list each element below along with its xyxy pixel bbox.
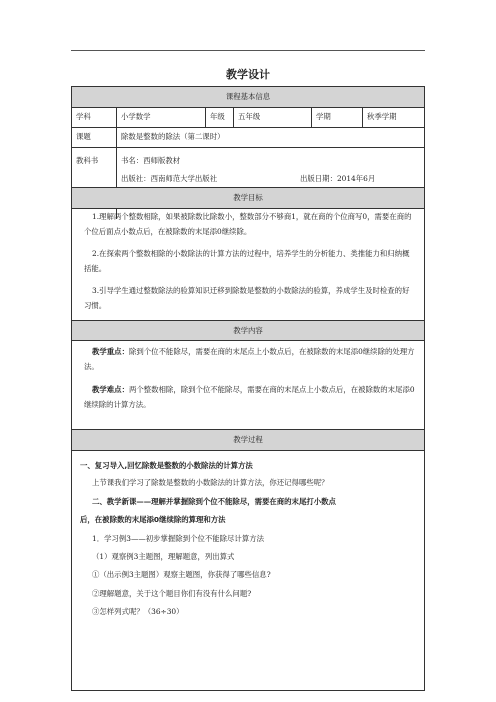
grade-label: 年级: [210, 112, 225, 121]
document-title: 教学设计: [226, 68, 270, 81]
row-divider: [72, 340, 424, 341]
process-question-2: ②理解题意，关于这个题目你们有没有什么问题?: [92, 589, 252, 598]
row-divider: [72, 208, 424, 209]
section-title-basic-info: 课程基本信息: [225, 92, 271, 101]
book-name: 书名：西师版教材: [121, 156, 181, 165]
process-heading-2-line-2: 后，在被除数的末尾添0继续除的算理和方法: [80, 515, 226, 524]
row-divider: [72, 450, 424, 451]
term-label: 学期: [316, 112, 331, 121]
publisher: 出版社：西南师范大学出版社: [121, 174, 218, 183]
topic-label: 课题: [76, 132, 91, 141]
section-title-goals: 教学目标: [233, 193, 263, 202]
teaching-difficult-point: [84, 383, 416, 412]
section-title-content: 教学内容: [233, 326, 263, 335]
key-point-label: 教学重点：: [92, 347, 129, 356]
process-question-1: ①（出示例3主题图）观察主题图，你获得了哪些信息?: [92, 570, 271, 579]
term-value: 秋季学期: [367, 112, 397, 121]
process-heading-1: 一、复习导入,回忆除数是整数的小数除法的计算方法: [80, 461, 253, 470]
difficult-point-text: 两个整数相除，除到个位不能除尽，需要在商的末尾点上小数点后，在被除数的末尾添0继续除的计算方法。: [84, 385, 415, 409]
goal-item-3: 3.引导学生通过整数除法的验算知识迁移到除数是整数的小数除法的验算，养成学生及时检查的好习惯。: [84, 286, 410, 310]
header-rule: [71, 50, 425, 51]
goal-item-1: 1.理解两个整数相除，如果被除数比除数小，整数部分不够商1，就在商的个位商写0，需要在商的个位后面点小数点后，在被除数的末尾添0继续除。: [84, 212, 412, 236]
column-divider: [233, 107, 234, 127]
process-step-1: 1．学习例3——初步掌握除到个位不能除尽计算方法: [92, 534, 265, 543]
textbook-label: 教科书: [76, 156, 99, 165]
lesson-plan-table: [71, 86, 425, 691]
process-text-1: 上节课我们学习了除数是整数的小数除法的计算方法，你还记得哪些呢？: [92, 478, 329, 487]
column-divider: [205, 107, 206, 127]
column-divider: [362, 107, 363, 127]
topic-value: 除数是整数的除法（第二课时）: [121, 132, 225, 141]
row-divider: [72, 107, 424, 108]
subject-value: 小学数学: [121, 112, 151, 121]
difficult-point-label: 教学难点：: [92, 385, 129, 394]
key-point-text: 除到个位不能除尽，需要在商的末尾点上小数点后，在被除数的末尾添0继续除的处理方法。: [84, 347, 415, 371]
grade-value: 五年级: [238, 112, 261, 121]
process-heading-2-line-1: 二、教学新课——理解并掌握除到个位不能除尽，需要在商的末尾打小数点: [92, 497, 336, 506]
column-divider: [311, 107, 312, 127]
section-title-process: 教学过程: [233, 435, 263, 444]
subject-label: 学科: [76, 112, 91, 121]
process-question-3: ③怎样列式呢？（36÷30）: [92, 607, 184, 616]
teaching-key-point: [84, 345, 416, 374]
row-divider: [72, 147, 424, 148]
goal-item-2: 2.在探索两个整数相除的小数除法的计算方法的过程中，培养学生的分析能力、类推能力和归纳概括能。: [84, 249, 410, 273]
publication-date: 出版日期：2014年6月: [300, 174, 376, 183]
row-divider: [72, 127, 424, 128]
process-step-1-1: （1）观察例3主题图，理解题意，列出算式: [92, 552, 235, 561]
